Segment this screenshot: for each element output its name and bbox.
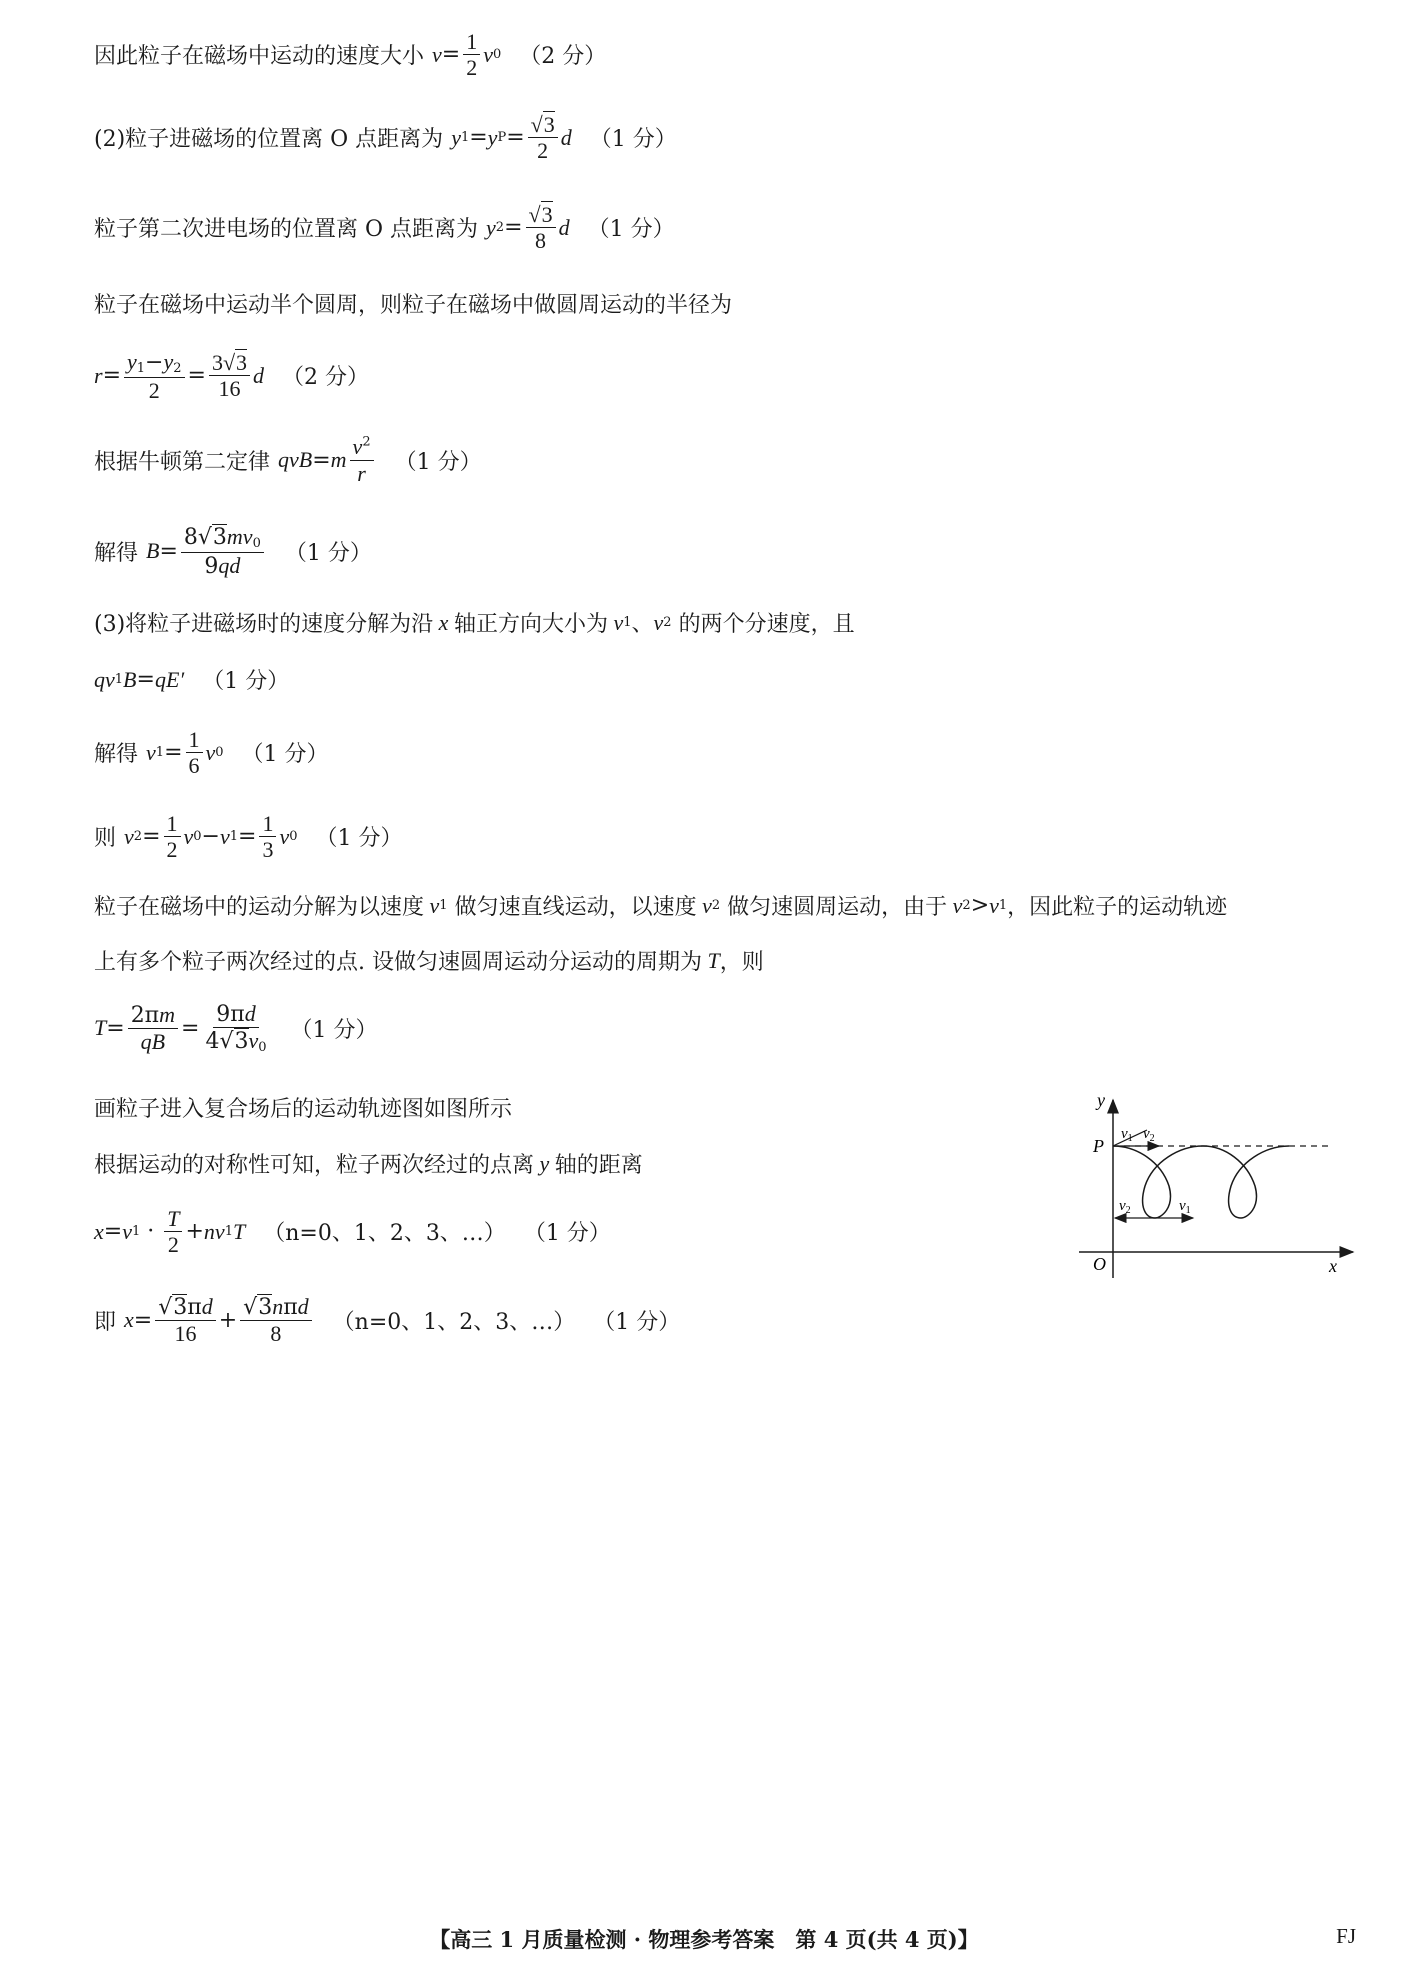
text: 画粒子进入复合场后的运动轨迹图如图所示 <box>94 1097 513 1122</box>
answer-line-3: 粒子第二次进电场的位置离 O 点距离为 y 2 = $\frac{√3}{8}$ d （1 分） <box>94 202 675 254</box>
svg-text:v2: $v_2$ <box>1143 1126 1155 1144</box>
text: (3)将粒子进磁场时的速度分解为沿 <box>94 612 434 637</box>
text: 粒子第二次进电场的位置离 O 点距离为 <box>94 217 479 243</box>
score: （2 分） <box>519 44 607 70</box>
answer-line-2: (2)粒子进磁场的位置离 O 点距离为 y 1 = y P = $\frac{√3}{2}$ d （1 分） <box>94 112 677 164</box>
text: 因此粒子在磁场中运动的速度大小 <box>94 44 425 70</box>
score: （1 分） <box>523 1221 611 1247</box>
text: 即 <box>94 1309 117 1335</box>
text: 粒子在磁场中运动半个圆周，则粒子在磁场中做圆周运动的半径为 <box>94 293 733 318</box>
score: （1 分） <box>315 826 403 852</box>
fraction: $\frac{2\pi m}{qB}$ <box>128 1003 178 1053</box>
fraction: $\frac{√3}{2}$ <box>528 113 558 162</box>
score: （1 分） <box>241 742 329 768</box>
text: 轴的距离 <box>554 1153 643 1178</box>
text: ，因此粒子的运动轨迹 <box>1007 895 1228 920</box>
text: 解得 <box>94 540 139 566</box>
fraction: $\frac{\text{√3nπd}}{8}$ <box>240 1295 312 1345</box>
fraction: $\frac{1}{2}$ <box>164 812 181 861</box>
answer-line-12: 粒子在磁场中的运动分解为以速度 v 1 做匀速直线运动，以速度 v 2 做匀速圆周运动，由于 v 2 > v 1 ，因此粒子的运动轨迹 <box>94 890 1227 921</box>
answer-line-5: r = $\frac{y_1-y_2}{2}$ = $\frac{3√3}{16}$ d （2 分） <box>94 349 370 403</box>
text: 则 <box>94 826 117 852</box>
score: （1 分） <box>202 669 290 694</box>
page-footer: 【高三 1 月质量检测 · 物理参考答案 第 4 页(共 4 页)】 <box>429 1927 979 1952</box>
origin-label: O <box>1093 1254 1106 1274</box>
condition: （n=0、1、2、3、…） <box>263 1221 506 1247</box>
answer-line-18: 即 x = $\frac{√3\pi d}{16}$ + $\frac{\text{√3nπd}}{8}$ （n=0、1、2、3、…） （1 分） <box>94 1294 681 1347</box>
answer-line-16: 根据运动的对称性可知，粒子两次经过的点离 y 轴的距离 <box>94 1148 643 1179</box>
x-axis-label: x <box>1329 1256 1337 1276</box>
footer-code: FJ <box>1336 1924 1356 1948</box>
score: （1 分） <box>587 217 675 243</box>
p-label: P <box>1093 1136 1104 1156</box>
answer-line-11: 则 v 2 = $\frac{1}{2}$ v 0 − v 1 = $\frac{1}{3}$ v 0 （1 分） <box>94 811 403 863</box>
condition: （n=0、1、2、3、…） <box>332 1309 576 1335</box>
svg-text:v1: $v_1$ <box>1121 1126 1133 1144</box>
score: （2 分） <box>282 365 370 391</box>
text: 上有多个粒子两次经过的点. 设做匀速圆周运动分运动的周期为 <box>94 950 702 975</box>
score: （1 分） <box>284 540 372 566</box>
v2-label: v <box>1143 1126 1150 1142</box>
fraction: $\frac{√3}{8}$ <box>526 203 556 252</box>
answer-line-7: 解得 B = $\frac{8√3mv_0}{9qd}$ （1 分） <box>94 524 372 579</box>
text: 轴正方向大小为 <box>453 612 608 637</box>
trajectory-diagram <box>1075 1090 1365 1285</box>
v1-label: v <box>1121 1126 1128 1142</box>
fraction: $\frac{1}{2}$ <box>463 30 480 79</box>
fraction: $\frac{3√3}{16}$ <box>209 351 250 400</box>
fraction: $\frac{v^2}{r}$ <box>350 435 374 485</box>
fraction: $\frac{√3\pi d}{16}$ <box>155 1295 216 1345</box>
fraction: $\frac{1}{3}$ <box>259 812 276 861</box>
text: 做匀速圆周运动，由于 <box>727 895 948 920</box>
answer-line-10: 解得 v 1 = $\frac{1}{6}$ v 0 （1 分） <box>94 727 329 779</box>
v1-label-bottom: v <box>1179 1198 1186 1214</box>
text: (2)粒子进磁场的位置离 O 点距离为 <box>94 127 444 153</box>
answer-line-1: 因此粒子在磁场中运动的速度大小 v = $\frac{1}{2}$ v 0 （2 分） <box>94 29 607 81</box>
score: （1 分） <box>589 127 677 153</box>
fraction: $\frac{y_1-y_2}{2}$ <box>124 350 185 402</box>
text: 粒子在磁场中的运动分解为以速度 <box>94 895 425 920</box>
answer-line-4 <box>94 288 732 319</box>
fraction: $\frac{1}{6}$ <box>186 728 203 777</box>
fraction: $\frac{8√3mv_0}{9qd}$ <box>181 525 264 578</box>
score: （1 分） <box>394 449 482 475</box>
answer-line-8: (3)将粒子进磁场时的速度分解为沿 x 轴正方向大小为 v 1 、 v 2 的两个分速度，且 <box>94 607 855 638</box>
answer-line-13: 上有多个粒子两次经过的点. 设做匀速圆周运动分运动的周期为 T ，则 <box>94 945 764 976</box>
answer-line-17: x = v 1 · $\frac{T}{2}$ + nv 1 T （n=0、1、2、3、…） （1 分） <box>94 1206 611 1258</box>
svg-text:v2: $v_2$ <box>1119 1198 1131 1216</box>
score: （1 分） <box>290 1017 378 1043</box>
v2-label-bottom: v <box>1119 1198 1126 1214</box>
answer-line-15 <box>94 1092 512 1123</box>
trajectory-curve <box>1113 1146 1289 1218</box>
svg-text:v1: $v_1$ <box>1179 1198 1191 1216</box>
text: 解得 <box>94 742 139 768</box>
text: ，则 <box>719 950 764 975</box>
text: 根据牛顿第二定律 <box>94 449 271 475</box>
text: 做匀速直线运动，以速度 <box>454 895 697 920</box>
answer-line-9: qv 1 B = qE′ （1 分） <box>94 664 289 695</box>
fraction: $\frac{T}{2}$ <box>164 1207 182 1256</box>
answer-line-14: T = $\frac{2\pi m}{qB}$ = $\frac{9\pi d}{4√3v_0}$ （1 分） <box>94 1001 378 1056</box>
y-axis-label: y <box>1097 1090 1105 1110</box>
text: 的两个分速度，且 <box>678 612 855 637</box>
text: 根据运动的对称性可知，粒子两次经过的点离 <box>94 1153 535 1178</box>
fraction: $\frac{9\pi d}{4√3v_0}$ <box>205 1001 267 1056</box>
answer-line-6: 根据牛顿第二定律 qvB = m $\frac{v^2}{r}$ （1 分） <box>94 434 482 487</box>
score: （1 分） <box>593 1309 681 1335</box>
